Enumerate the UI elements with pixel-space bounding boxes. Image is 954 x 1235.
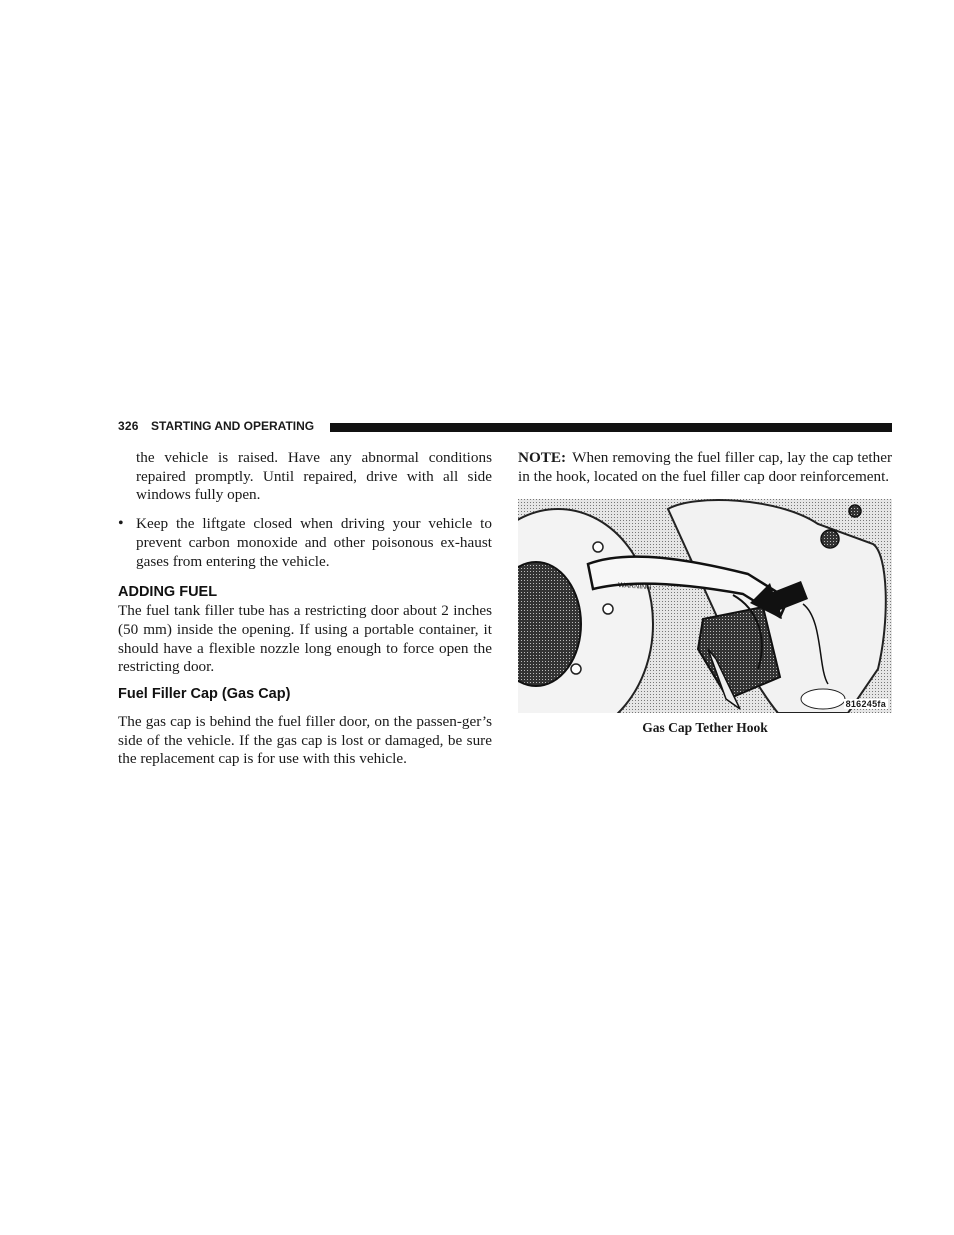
adding-fuel-heading: ADDING FUEL [118,584,218,601]
adding-fuel-paragraph: The fuel tank filler tube has a restricting door about 2 inches (50 mm) inside the opening. If using a portable container, it should have a flexible nozzle long enough to force open the restricting door. [118,602,492,676]
svg-text:WARNING · · · · ·: WARNING · · · · · [617,582,674,594]
gas-cap-illustration [518,499,892,713]
continued-paragraph: the vehicle is raised. Have any abnormal conditions repaired promptly. Until repaired, drive with all side windows fully open. [136,449,492,504]
section-title: STARTING AND OPERATING [151,419,315,433]
note-text: When removing the fuel filler cap, lay the cap tether in the hook, located on the fuel filler cap door reinforcement. [518,449,892,485]
header-rule [330,423,892,432]
left-column [118,449,492,769]
bullet-text: Keep the liftgate closed when driving your vehicle to prevent carbon monoxide and other poisonous ex-haust gases from entering the vehicle. [136,515,492,570]
figure-code: 816245fa [845,699,886,710]
bullet-item [118,515,492,571]
gas-cap-tether-figure [518,499,892,713]
gas-cap-paragraph: The gas cap is behind the fuel filler door, on the passen-ger’s side of the vehicle. If the gas cap is lost or damaged, be sure the replacement cap is for use with this vehicle. [118,713,492,768]
bullet-icon: • [118,515,124,533]
page-header [118,419,892,435]
page-number: 326 [118,419,139,433]
figure-caption: Gas Cap Tether Hook [642,720,768,736]
note-label: NOTE: [518,449,567,466]
gas-cap-heading: Fuel Filler Cap (Gas Cap) [118,686,291,703]
right-column [518,449,892,736]
note-paragraph [518,449,892,486]
